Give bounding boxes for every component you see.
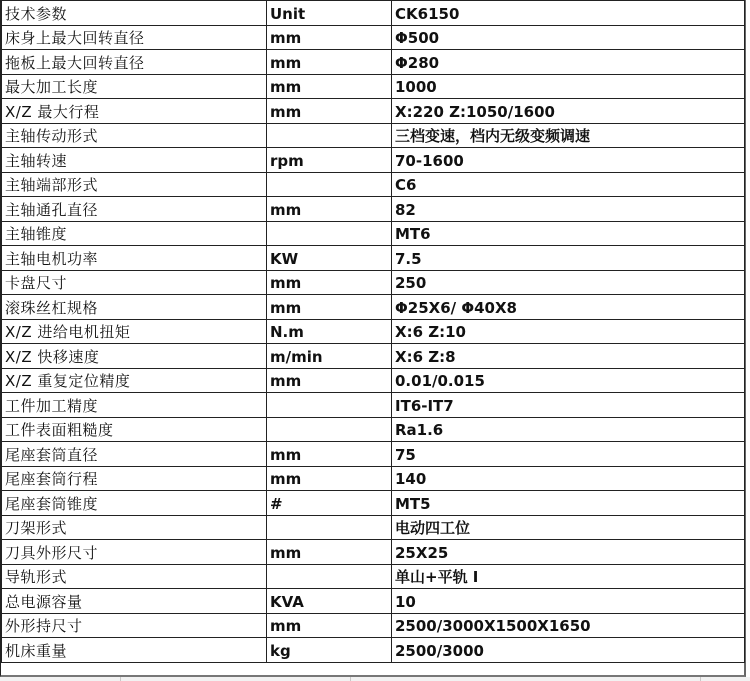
value-cell: 1000	[392, 74, 745, 99]
unit-cell: mm	[267, 613, 392, 638]
table-row	[2, 613, 745, 638]
table-row	[2, 172, 745, 197]
unit-cell: mm	[267, 25, 392, 50]
sheet-bottom-strip	[0, 677, 750, 681]
unit-cell: rpm	[267, 148, 392, 173]
table-row	[2, 197, 745, 222]
spec-table	[1, 0, 745, 663]
param-cell: 总电源容量	[2, 589, 267, 614]
param-cell: 尾座套筒锥度	[2, 491, 267, 516]
param-cell: 滚珠丝杠规格	[2, 295, 267, 320]
value-cell: MT5	[392, 491, 745, 516]
unit-cell	[267, 564, 392, 589]
table-row	[2, 74, 745, 99]
param-cell: 尾座套筒直径	[2, 442, 267, 467]
value-cell: 0.01/0.015	[392, 368, 745, 393]
value-cell: Ra1.6	[392, 417, 745, 442]
table-row	[2, 589, 745, 614]
param-cell: X/Z 最大行程	[2, 99, 267, 124]
param-cell: 床身上最大回转直径	[2, 25, 267, 50]
param-cell: 主轴通孔直径	[2, 197, 267, 222]
value-cell: 250	[392, 270, 745, 295]
value-cell: 82	[392, 197, 745, 222]
table-row	[2, 466, 745, 491]
param-cell: 卡盘尺寸	[2, 270, 267, 295]
param-cell: 工件加工精度	[2, 393, 267, 418]
unit-cell: m/min	[267, 344, 392, 369]
table-header-row	[2, 1, 745, 26]
value-cell: X:6 Z:10	[392, 319, 745, 344]
table-row	[2, 344, 745, 369]
value-cell: 7.5	[392, 246, 745, 271]
param-cell: 机床重量	[2, 638, 267, 663]
table-row	[2, 442, 745, 467]
value-cell: CK6150	[392, 1, 745, 26]
unit-cell	[267, 123, 392, 148]
table-row	[2, 246, 745, 271]
table-row	[2, 417, 745, 442]
value-cell: 10	[392, 589, 745, 614]
table-row	[2, 515, 745, 540]
unit-cell: mm	[267, 295, 392, 320]
param-cell: 主轴端部形式	[2, 172, 267, 197]
table-row	[2, 638, 745, 663]
value-cell: 电动四工位	[392, 515, 745, 540]
table-row	[2, 123, 745, 148]
value-cell: X:220 Z:1050/1600	[392, 99, 745, 124]
value-cell: Φ500	[392, 25, 745, 50]
value-cell: X:6 Z:8	[392, 344, 745, 369]
unit-cell: kg	[267, 638, 392, 663]
value-cell: 140	[392, 466, 745, 491]
spec-table-body	[2, 1, 745, 663]
param-cell: 外形持尺寸	[2, 613, 267, 638]
unit-cell: mm	[267, 368, 392, 393]
param-cell: 导轨形式	[2, 564, 267, 589]
param-cell: 主轴锥度	[2, 221, 267, 246]
table-row	[2, 540, 745, 565]
table-row	[2, 319, 745, 344]
table-row	[2, 99, 745, 124]
value-cell: 2500/3000X1500X1650	[392, 613, 745, 638]
table-row	[2, 393, 745, 418]
unit-cell	[267, 515, 392, 540]
param-cell: X/Z 进给电机扭矩	[2, 319, 267, 344]
value-cell: Φ25X6/ Φ40X8	[392, 295, 745, 320]
table-row	[2, 295, 745, 320]
param-cell: 主轴电机功率	[2, 246, 267, 271]
value-cell: 70-1600	[392, 148, 745, 173]
value-cell: Φ280	[392, 50, 745, 75]
unit-cell: mm	[267, 50, 392, 75]
table-row	[2, 491, 745, 516]
unit-cell: mm	[267, 466, 392, 491]
unit-cell	[267, 393, 392, 418]
unit-cell	[267, 221, 392, 246]
param-cell: 最大加工长度	[2, 74, 267, 99]
table-row	[2, 221, 745, 246]
value-cell: 75	[392, 442, 745, 467]
param-cell: X/Z 快移速度	[2, 344, 267, 369]
table-row	[2, 148, 745, 173]
unit-cell	[267, 172, 392, 197]
gridline-tick	[120, 677, 121, 681]
value-cell: C6	[392, 172, 745, 197]
unit-cell: mm	[267, 99, 392, 124]
param-cell: 工件表面粗糙度	[2, 417, 267, 442]
unit-cell: N.m	[267, 319, 392, 344]
unit-cell: #	[267, 491, 392, 516]
unit-cell: Unit	[267, 1, 392, 26]
param-cell: X/Z 重复定位精度	[2, 368, 267, 393]
unit-cell: KW	[267, 246, 392, 271]
param-cell: 尾座套筒行程	[2, 466, 267, 491]
param-cell: 技术参数	[2, 1, 267, 26]
table-row	[2, 564, 745, 589]
value-cell: MT6	[392, 221, 745, 246]
unit-cell: mm	[267, 197, 392, 222]
table-row	[2, 50, 745, 75]
value-cell: 单山+平轨 I	[392, 564, 745, 589]
table-row	[2, 368, 745, 393]
value-cell: 2500/3000	[392, 638, 745, 663]
unit-cell	[267, 417, 392, 442]
gridline-tick	[350, 677, 351, 681]
param-cell: 刀具外形尺寸	[2, 540, 267, 565]
value-cell: 三档变速，档内无级变频调速	[392, 123, 745, 148]
unit-cell: mm	[267, 270, 392, 295]
param-cell: 刀架形式	[2, 515, 267, 540]
unit-cell: mm	[267, 540, 392, 565]
param-cell: 拖板上最大回转直径	[2, 50, 267, 75]
param-cell: 主轴传动形式	[2, 123, 267, 148]
unit-cell: mm	[267, 74, 392, 99]
table-row	[2, 25, 745, 50]
param-cell: 主轴转速	[2, 148, 267, 173]
value-cell: IT6-IT7	[392, 393, 745, 418]
unit-cell: KVA	[267, 589, 392, 614]
value-cell: 25X25	[392, 540, 745, 565]
table-row	[2, 270, 745, 295]
unit-cell: mm	[267, 442, 392, 467]
gridline-tick	[700, 677, 701, 681]
